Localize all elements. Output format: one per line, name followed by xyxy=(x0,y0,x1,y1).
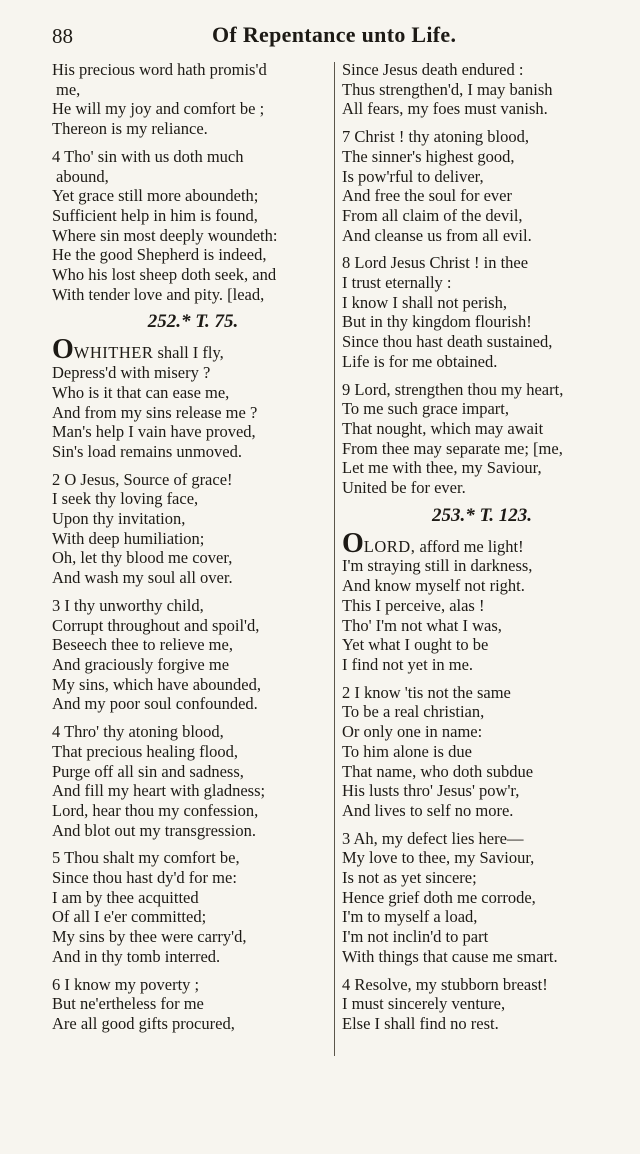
verse-line: I trust eternally : xyxy=(342,273,452,293)
verse-line: He will my joy and comfort be ; xyxy=(52,99,265,119)
verse-line: 8 Lord Jesus Christ ! in thee xyxy=(342,253,529,273)
verse-line: That precious healing flood, xyxy=(52,741,239,761)
hymn-252-verse-5 xyxy=(52,848,334,966)
verse-line: Let me with thee, my Saviour, xyxy=(342,458,542,478)
verse-line: Corrupt throughout and spoil'd, xyxy=(52,615,260,635)
verse-line: 6 I know my poverty ; xyxy=(52,974,200,994)
hymn-number-253: 253.* T. 123. xyxy=(431,504,533,526)
verse-line: But in thy kingdom flourish! xyxy=(342,312,532,332)
verse-line: And from my sins release me ? xyxy=(52,402,258,422)
verse-line: Since Jesus death endured : xyxy=(342,60,524,79)
verse-line: The sinner's highest good, xyxy=(342,146,515,166)
verse-line: Yet grace still more aboundeth; xyxy=(52,186,259,206)
hymn-252-verse-1 xyxy=(52,334,334,461)
drop-cap: O xyxy=(342,527,364,559)
verse-line: And know myself not right. xyxy=(342,576,525,596)
verse-line: But ne'ertheless for me xyxy=(52,994,204,1014)
verse-line: Are all good gifts procured, xyxy=(52,1013,235,1033)
verse-line: With things that cause me smart. xyxy=(342,946,558,966)
verse-line: And in thy tomb interred. xyxy=(52,946,221,966)
verse-line: With tender love and pity. [lead, xyxy=(52,284,265,304)
verse-line: 4 Resolve, my stubborn breast! xyxy=(342,974,548,994)
verse-line: me, xyxy=(56,79,81,99)
verse-line: I seek thy loving face, xyxy=(52,489,199,509)
verse-line: Beseech thee to relieve me, xyxy=(52,635,233,655)
verse-line: Lord, hear thou my confession, xyxy=(52,800,259,820)
hymn-253-verse-3 xyxy=(342,829,622,967)
verse-line: And blot out my transgression. xyxy=(52,820,256,840)
verse-line: And free the soul for ever xyxy=(342,186,512,206)
verse-line: 4 Tho' sin with us doth much xyxy=(52,146,244,166)
verse-line: My sins, which have abounded, xyxy=(52,674,261,694)
verse-line: My sins by thee were carry'd, xyxy=(52,927,247,947)
verse-line: And wash my soul all over. xyxy=(52,568,233,588)
verse-line: From all claim of the devil, xyxy=(342,205,523,225)
verse-line: Who is it that can ease me, xyxy=(52,382,230,402)
verse-line: shall I fly, xyxy=(157,343,224,363)
hymn-252-verse-3 xyxy=(52,596,334,714)
verse-line: And graciously forgive me xyxy=(52,654,230,674)
hymn-253-verse-4 xyxy=(342,975,622,1034)
verse-line: 2 O Jesus, Source of grace! xyxy=(52,469,233,489)
verse-line: With deep humiliation; xyxy=(52,528,205,548)
verse-line: Is not as yet sincere; xyxy=(342,868,477,888)
verse-line: My love to thee, my Saviour, xyxy=(342,848,535,868)
verse-line: I know I shall not perish, xyxy=(342,292,507,312)
right-column xyxy=(342,60,622,1034)
verse-line: I'm not inclin'd to part xyxy=(342,927,489,947)
verse-line: 5 Thou shalt my comfort be, xyxy=(52,848,240,868)
verse-line: And fill my heart with gladness; xyxy=(52,781,266,801)
verse-line: Hence grief doth me corrode, xyxy=(342,887,536,907)
verse-line: 3 Ah, my defect lies here— xyxy=(342,828,524,848)
stanza-4 xyxy=(52,147,334,305)
verse-line: Yet what I ought to be xyxy=(342,635,489,655)
hymn-252-verse-2 xyxy=(52,470,334,588)
verse-line: Else I shall find no rest. xyxy=(342,1013,499,1033)
verse-line: 7 Christ ! thy atoning blood, xyxy=(342,127,529,147)
verse-line: Of all I e'er committed; xyxy=(52,907,207,927)
verse-line: Life is for me obtained. xyxy=(342,351,498,371)
verse-line: From thee may separate me; [me, xyxy=(342,438,563,458)
verse-line: Sin's load remains unmoved. xyxy=(52,441,242,461)
drop-cap: O xyxy=(52,334,74,366)
first-word: LORD, xyxy=(363,536,416,556)
verse-line: Is pow'rful to deliver, xyxy=(342,166,484,186)
verse-line: And cleanse us from all evil. xyxy=(342,225,532,245)
verse-line: Thereon is my reliance. xyxy=(52,119,208,139)
verse-line: I must sincerely venture, xyxy=(342,994,506,1014)
hymn-252-verse-9 xyxy=(342,380,622,498)
hymn-253-verse-2 xyxy=(342,683,622,821)
page-number: 88 xyxy=(52,24,73,48)
page-header xyxy=(52,20,612,50)
verse-line: Or only one in name: xyxy=(342,722,483,742)
verse-line: To be a real christian, xyxy=(342,702,485,722)
verse-line: To him alone is due xyxy=(342,741,472,761)
verse-line: That name, who doth subdue xyxy=(342,761,534,781)
continued-stanza xyxy=(52,60,334,139)
verse-line: 4 Thro' thy atoning blood, xyxy=(52,722,224,742)
verse-line: Purge off all sin and sadness, xyxy=(52,761,244,781)
verse-line: afford me light! xyxy=(419,536,524,556)
verse-line: abound, xyxy=(56,166,109,186)
verse-line: Depress'd with misery ? xyxy=(52,363,211,383)
verse-line: I'm straying still in darkness, xyxy=(342,556,533,576)
verse-line: To me such grace impart, xyxy=(342,399,509,419)
hymn-252-verse-7 xyxy=(342,127,622,245)
left-column xyxy=(52,60,334,1034)
verse-line: He the good Shepherd is indeed, xyxy=(52,245,267,265)
continued-stanza xyxy=(342,60,622,119)
hymn-252-verse-4 xyxy=(52,722,334,840)
verse-line: Tho' I'm not what I was, xyxy=(342,615,502,635)
verse-line: And lives to self no more. xyxy=(342,800,514,820)
verse-line: Upon thy invitation, xyxy=(52,509,186,529)
hymn-253-verse-1 xyxy=(342,527,622,675)
hymn-252-verse-8 xyxy=(342,253,622,371)
verse-line: Since thou hast death sustained, xyxy=(342,332,553,352)
verse-line: His precious word hath promis'd xyxy=(52,60,267,79)
hymn-252-verse-6 xyxy=(52,975,334,1034)
verse-line: I'm to myself a load, xyxy=(342,907,478,927)
verse-line: I am by thee acquitted xyxy=(52,887,199,907)
verse-line: Where sin most deeply woundeth: xyxy=(52,225,278,245)
verse-line: 9 Lord, strengthen thou my heart, xyxy=(342,379,564,399)
column-divider xyxy=(334,62,335,1056)
verse-line: Thus strengthen'd, I may banish xyxy=(342,79,553,99)
verse-line: That nought, which may await xyxy=(342,418,544,438)
running-title: Of Repentance unto Life. xyxy=(212,22,457,47)
verse-line: Sufficient help in him is found, xyxy=(52,205,258,225)
verse-line: 2 I know 'tis not the same xyxy=(342,682,511,702)
first-word: WHITHER xyxy=(73,343,154,363)
verse-line: I find not yet in me. xyxy=(342,654,474,674)
verse-line: And my poor soul confounded. xyxy=(52,694,258,714)
hymn-number-252: 252.* T. 75. xyxy=(147,311,239,333)
verse-line: Oh, let thy blood me cover, xyxy=(52,548,233,568)
verse-line: All fears, my foes must vanish. xyxy=(342,99,548,119)
verse-line: Since thou hast dy'd for me: xyxy=(52,868,237,888)
verse-line: His lusts thro' Jesus' pow'r, xyxy=(342,781,520,801)
verse-line: Who his lost sheep doth seek, and xyxy=(52,265,277,285)
verse-line: United be for ever. xyxy=(342,478,466,498)
verse-line: This I perceive, alas ! xyxy=(342,595,485,615)
verse-line: 3 I thy unworthy child, xyxy=(52,595,204,615)
verse-line: Man's help I vain have proved, xyxy=(52,422,256,442)
